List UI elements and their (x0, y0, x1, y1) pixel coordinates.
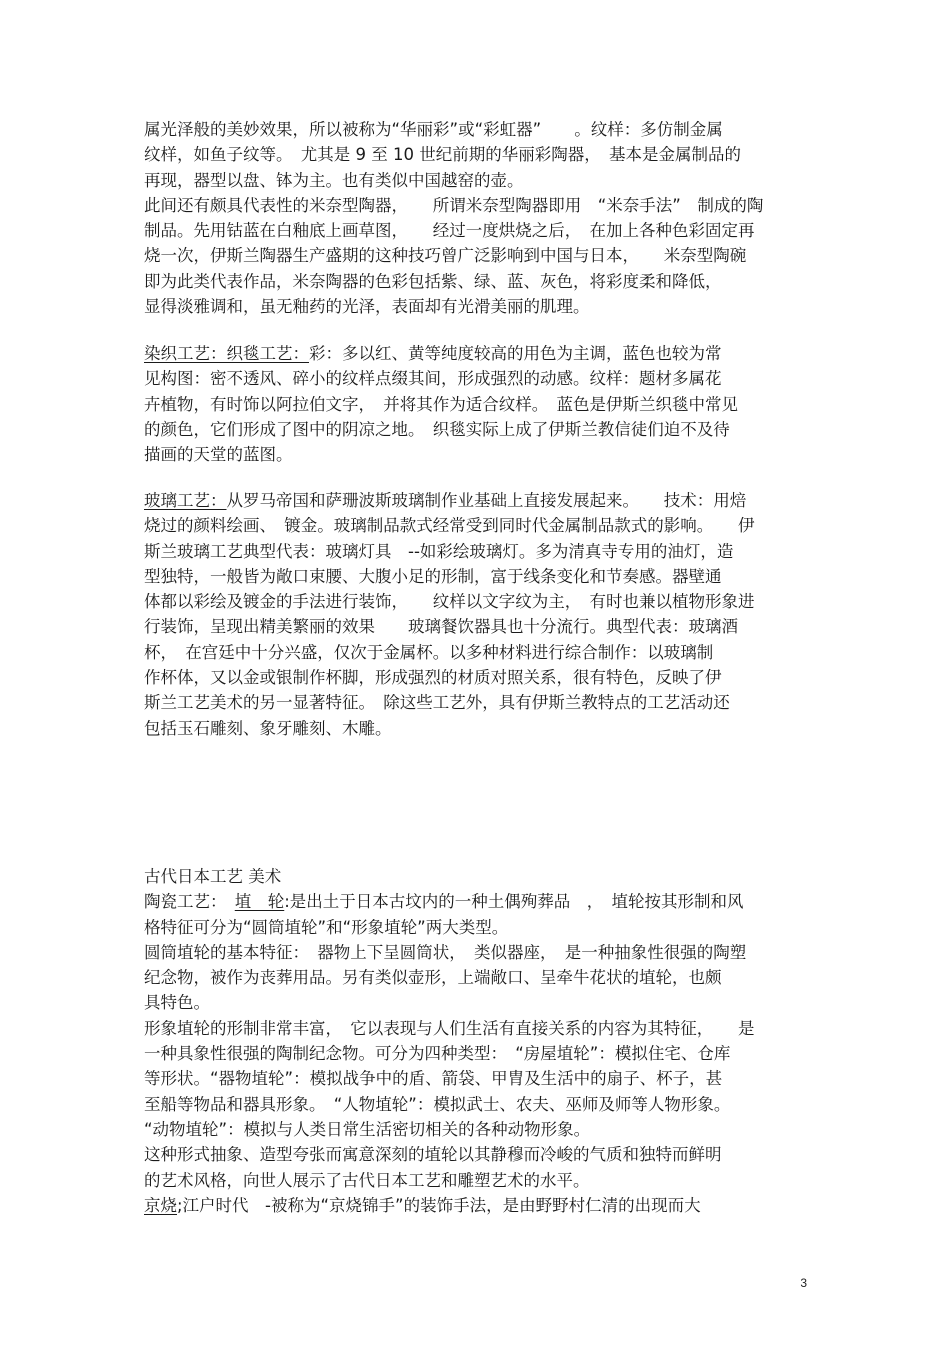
text-run: 圆筒埴轮的基本特征： 器物上下呈圆筒状， 类似器座， 是一种抽象性很强的陶塑 (144, 942, 747, 962)
text-run: 一种具象性很强的陶制纪念物。可分为四种类型： “房屋埴轮”：模拟住宅、仓库 (144, 1044, 731, 1064)
text-run: 杯， 在宫廷中十分兴盛，仅次于金属杯。以多种材料进行综合制作：以玻璃制 (144, 642, 714, 662)
text-run: 至船等物品和器具形象。 “人物埴轮”：模拟武士、农夫、巫师及师等人物形象。 (144, 1094, 731, 1114)
text-line (144, 1168, 814, 1193)
text-line (144, 442, 814, 467)
text-run: 纪念物，被作为丧葬用品。另有类似壶形，上端敞口、呈牵牛花状的埴轮，也颇 (144, 968, 722, 988)
text-line (144, 864, 814, 889)
text-run: 烧一次，伊斯兰陶器生产盛期的这种技巧曾广泛影响到中国与日本， 米奈型陶碗 (144, 246, 747, 266)
text-line (144, 1142, 814, 1167)
text-run: 具特色。 (144, 993, 210, 1013)
text-run: 体都以彩绘及镀金的手法进行装饰， 纹样以文字纹为主， 有时也兼以植物形象进 (144, 592, 755, 612)
paragraph-ancient-japan-craft (144, 864, 814, 1218)
text-run: 描画的天堂的蓝图。 (144, 445, 293, 465)
text-run: 显得淡雅调和，虽无釉药的光泽，表面却有光滑美丽的肌理。 (144, 297, 590, 317)
text-run: ;江户时代 -被称为“京烧锦手”的装饰手法，是由野野村仁清的出现而大 (177, 1195, 701, 1215)
text-run: 纹样，如鱼子纹等。 尤其是 9 至 10 世纪前期的华丽彩陶器， 基本是金属制品的 (144, 145, 741, 165)
text-run: 斯兰玻璃工艺典型代表：玻璃灯具 --如彩绘玻璃灯。多为清真寺专用的油灯，造 (144, 541, 734, 561)
text-run: 此间还有颇具代表性的米奈型陶器， 所谓米奈型陶器即用 “米奈手法” 制成的陶 (144, 195, 764, 215)
text-run: 再现，器型以盘、钵为主。也有类似中国越窑的壶。 (144, 170, 524, 190)
text-line (144, 1092, 814, 1117)
text-line (144, 294, 814, 319)
text-line (144, 1016, 814, 1041)
text-line (144, 889, 814, 914)
text-line (144, 341, 814, 366)
text-run: 包括玉石雕刻、象牙雕刻、木雕。 (144, 718, 392, 738)
paragraph-textile-craft (144, 341, 814, 467)
text-run: :是出土于日本古坟内的一种土偶殉葬品 ， 埴轮按其形制和风 (284, 892, 744, 912)
text-run: 古代日本工艺 美术 (144, 867, 282, 886)
underlined-heading: 京烧 (144, 1195, 177, 1215)
underlined-heading: 玻璃工艺： (144, 491, 227, 510)
text-run: 陶瓷工艺： (144, 892, 235, 912)
text-line (144, 1066, 814, 1091)
paragraph-glass-craft (144, 488, 814, 741)
text-line (144, 366, 814, 391)
text-run: 斯兰工艺美术的另一显著特征。 除这些工艺外，具有伊斯兰教特点的工艺活动还 (144, 693, 730, 713)
text-line (144, 640, 814, 665)
text-line (144, 614, 814, 639)
text-run: 型独特，一般皆为敞口束腰、大腹小足的形制，富于线条变化和节奏感。器壁通 (144, 566, 722, 586)
text-run: 行装饰，呈现出精美繁丽的效果 玻璃餐饮器具也十分流行。典型代表：玻璃酒 (144, 617, 738, 637)
text-line (144, 940, 814, 965)
text-line (144, 168, 814, 193)
text-run: 的艺术风格，向世人展示了古代日本工艺和雕塑艺术的水平。 (144, 1170, 590, 1190)
text-line (144, 965, 814, 990)
text-line (144, 990, 814, 1015)
text-line (144, 417, 814, 442)
text-run: 即为此类代表作品，米奈陶器的色彩包括紫、绿、蓝、灰色，将彩度柔和降低， (144, 271, 722, 291)
text-run: 彩：多以红、黄等纯度较高的用色为主调，蓝色也较为常 (309, 344, 722, 363)
text-line (144, 1041, 814, 1066)
text-line (144, 1117, 814, 1142)
text-run: 等形状。“器物埴轮”：模拟战争中的盾、箭袋、甲胄及生活中的扇子、杯子，甚 (144, 1069, 723, 1089)
text-line (144, 513, 814, 538)
text-line (144, 269, 814, 294)
text-line (144, 589, 814, 614)
text-line (144, 243, 814, 268)
text-run: 格特征可分为“圆筒埴轮”和“形象埴轮”两大类型。 (144, 917, 509, 937)
text-run: 属光泽般的美妙效果，所以被称为“华丽彩”或“彩虹器” 。纹样：多仿制金属 (144, 120, 723, 139)
text-run: 制品。先用钴蓝在白釉底上画草图， 经过一度烘烧之后， 在加上各种色彩固定再 (144, 221, 755, 241)
text-line (144, 1193, 814, 1218)
text-run: 作杯体，又以金或银制作杯脚，形成强烈的材质对照关系，很有特色，反映了伊 (144, 668, 722, 688)
text-line (144, 690, 814, 715)
underlined-heading: 染织工艺：织毯工艺： (144, 344, 309, 363)
page-number: 3 (800, 1276, 807, 1290)
text-line (144, 539, 814, 564)
text-line (144, 665, 814, 690)
text-line (144, 488, 814, 513)
text-line (144, 142, 814, 167)
text-line (144, 117, 814, 142)
underlined-heading: 埴 轮 (234, 892, 285, 912)
text-line (144, 193, 814, 218)
text-line (144, 716, 814, 741)
text-line (144, 218, 814, 243)
text-run: 烧过的颜料绘画、 镀金。玻璃制品款式经常受到同时代金属制品款式的影响。 伊 (144, 516, 755, 536)
text-run: “动物埴轮”：模拟与人类日常生活密切相关的各种动物形象。 (144, 1119, 591, 1139)
text-line (144, 564, 814, 589)
text-run: 形象埴轮的形制非常丰富， 它以表现与人们生活有直接关系的内容为其特征， 是 (144, 1018, 755, 1038)
paragraph-ceramics-continued (144, 117, 814, 319)
text-run: 见构图：密不透风、碎小的纹样点缀其间，形成强烈的动感。纹样：题材多属花 (144, 369, 722, 389)
text-line (144, 915, 814, 940)
text-run: 的颜色，它们形成了图中的阴凉之地。 织毯实际上成了伊斯兰教信徒们迫不及待 (144, 419, 730, 439)
text-run: 卉植物，有时饰以阿拉伯文字， 并将其作为适合纹样。 蓝色是伊斯兰织毯中常见 (144, 394, 738, 414)
text-run: 这种形式抽象、造型夸张而寓意深刻的埴轮以其静穆而冷峻的气质和独特而鲜明 (144, 1145, 722, 1165)
text-run: 从罗马帝国和萨珊波斯玻璃制作业基础上直接发展起来。 技术：用焙 (226, 491, 747, 510)
text-line (144, 392, 814, 417)
